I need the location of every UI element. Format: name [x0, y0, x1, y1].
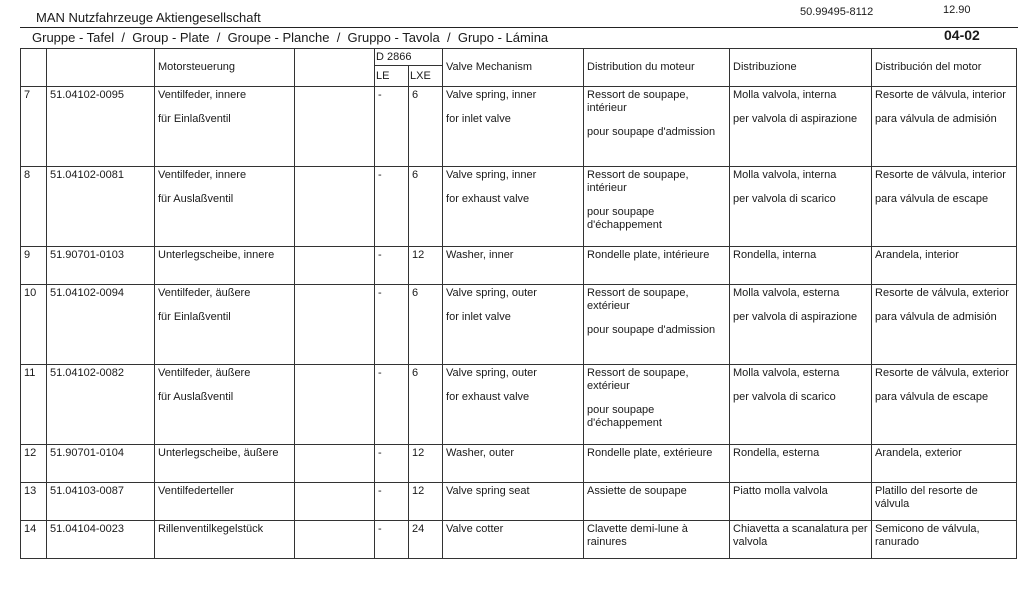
le-cell-text: -	[378, 485, 382, 497]
italian-cell	[730, 247, 872, 285]
italian-cell	[730, 483, 872, 521]
german-cell-text: Unterlegscheibe, innere	[158, 249, 275, 261]
table-row	[21, 247, 1017, 285]
italian-cell-text: Piatto molla valvola	[733, 485, 828, 497]
le-cell-text: -	[378, 523, 382, 535]
pos-cell: 9	[21, 247, 47, 285]
part-number-header	[47, 49, 155, 87]
header-divider	[20, 27, 1018, 28]
le-cell-text: -	[378, 169, 382, 181]
lxe-cell-text: 12	[412, 447, 425, 459]
table-row	[21, 87, 1017, 167]
document-number: 50.99495-8112	[800, 6, 874, 18]
english-cell-text: Valve cotter	[446, 523, 504, 535]
lxe-cell	[409, 365, 443, 445]
spanish-header: Distribución del motor	[872, 49, 1017, 87]
french-cell	[584, 247, 730, 285]
blank-cell	[295, 247, 375, 285]
french-cell-text: Ressort de soupape, extérieur	[587, 367, 689, 392]
part-number-cell-text: 51.90701-0103	[50, 249, 125, 261]
german-cell	[155, 483, 295, 521]
spanish-cell	[872, 365, 1017, 445]
english-cell-text: Valve spring, outer	[446, 287, 537, 299]
german-cell	[155, 445, 295, 483]
italian-cell	[730, 445, 872, 483]
le-cell	[375, 167, 409, 247]
part-number-cell-text: 51.04102-0082	[50, 367, 125, 379]
german-cell-note: für Einlaßventil	[158, 311, 231, 323]
french-cell-text: Clavette demi-lune à rainures	[587, 523, 688, 548]
italian-header: Distribuzione	[730, 49, 872, 87]
french-cell-text: Ressort de soupape, intérieur	[587, 89, 689, 114]
le-cell-text: -	[378, 367, 382, 379]
english-cell	[443, 483, 584, 521]
part-number-cell	[47, 445, 155, 483]
part-number-cell	[47, 167, 155, 247]
pos-cell: 12	[21, 445, 47, 483]
lxe-cell	[409, 521, 443, 559]
spanish-cell-text: Resorte de válvula, interior	[875, 89, 1006, 101]
french-cell-note: pour soupape d'échappement	[587, 404, 662, 429]
german-cell-note: für Einlaßventil	[158, 113, 231, 125]
le-cell-text: -	[378, 89, 382, 101]
french-cell-text: Rondelle plate, extérieure	[587, 447, 713, 459]
pos-cell: 7	[21, 87, 47, 167]
german-cell-text: Ventilfeder, äußere	[158, 287, 251, 299]
italian-cell	[730, 365, 872, 445]
german-cell-text: Unterlegscheibe, äußere	[158, 447, 279, 459]
german-cell	[155, 365, 295, 445]
le-cell	[375, 445, 409, 483]
lxe-cell-text: 6	[412, 367, 419, 379]
english-cell	[443, 285, 584, 365]
italian-cell-note: per valvola di aspirazione	[733, 113, 858, 125]
french-cell	[584, 365, 730, 445]
lxe-cell	[409, 87, 443, 167]
spanish-cell	[872, 167, 1017, 247]
german-cell-text: Ventilfeder, innere	[158, 89, 247, 101]
english-cell-text: Valve spring, outer	[446, 367, 537, 379]
french-cell-text: Rondelle plate, intérieure	[587, 249, 710, 261]
spanish-cell-text: Resorte de válvula, exterior	[875, 287, 1009, 299]
english-cell	[443, 87, 584, 167]
table-row	[21, 521, 1017, 559]
lxe-cell-text: 6	[412, 169, 419, 181]
french-cell-text: Assiette de soupape	[587, 485, 687, 497]
italian-cell-text: Rondella, interna	[733, 249, 817, 261]
lxe-cell	[409, 167, 443, 247]
spanish-cell-text: Arandela, exterior	[875, 447, 962, 459]
part-number-cell-text: 51.04102-0094	[50, 287, 125, 299]
spanish-cell-note: para válvula de admisión	[875, 113, 997, 125]
english-cell	[443, 167, 584, 247]
lxe-cell-text: 24	[412, 523, 425, 535]
part-number-cell-text: 51.04102-0095	[50, 89, 125, 101]
le-cell-text: -	[378, 249, 382, 261]
italian-cell-text: Chiavetta a scanalatura per valvola	[733, 523, 868, 548]
spanish-cell	[872, 285, 1017, 365]
french-cell-text: Ressort de soupape, extérieur	[587, 287, 689, 312]
spanish-cell-note: para válvula de admisión	[875, 311, 997, 323]
french-cell	[584, 445, 730, 483]
spanish-cell-text: Resorte de válvula, exterior	[875, 367, 1009, 379]
lxe-header: LXE	[409, 66, 443, 87]
pos-header	[21, 49, 47, 87]
italian-cell	[730, 521, 872, 559]
pos-cell: 14	[21, 521, 47, 559]
english-cell-text: Washer, inner	[446, 249, 514, 261]
italian-cell-text: Rondella, esterna	[733, 447, 820, 459]
parts-table	[20, 48, 1017, 559]
english-cell-text: Valve spring seat	[446, 485, 530, 497]
table-row	[21, 167, 1017, 247]
italian-cell	[730, 167, 872, 247]
blank-cell	[295, 445, 375, 483]
part-number-cell	[47, 87, 155, 167]
group-plate-label: Gruppe - Tafel / Group - Plate / Groupe - Planche / Gruppo - Tavola / Grupo - Lámina	[32, 30, 549, 45]
spanish-cell-note: para válvula de escape	[875, 193, 989, 205]
le-cell	[375, 247, 409, 285]
spanish-cell-text: Resorte de válvula, interior	[875, 169, 1006, 181]
engine-header: D 2866	[375, 49, 443, 66]
english-cell	[443, 521, 584, 559]
le-cell	[375, 365, 409, 445]
spanish-cell-text: Semicono de válvula, ranurado	[875, 523, 980, 548]
blank-cell	[295, 521, 375, 559]
english-cell-text: Valve spring, inner	[446, 89, 537, 101]
le-cell	[375, 87, 409, 167]
blank-cell	[295, 167, 375, 247]
french-cell-note: pour soupape d'admission	[587, 126, 716, 138]
blank-cell	[295, 285, 375, 365]
lxe-cell	[409, 445, 443, 483]
english-cell-note: for inlet valve	[446, 113, 511, 125]
german-cell-text: Ventilfederteller	[158, 485, 234, 497]
english-cell-note: for exhaust valve	[446, 391, 530, 403]
page-code: 04-02	[944, 27, 980, 43]
german-cell-text: Ventilfeder, innere	[158, 169, 247, 181]
spanish-cell-text: Arandela, interior	[875, 249, 959, 261]
german-cell	[155, 521, 295, 559]
le-cell-text: -	[378, 447, 382, 459]
lxe-cell-text: 12	[412, 485, 425, 497]
english-cell-note: for exhaust valve	[446, 193, 530, 205]
table-row	[21, 365, 1017, 445]
pos-cell: 13	[21, 483, 47, 521]
english-cell-text: Washer, outer	[446, 447, 515, 459]
french-cell	[584, 87, 730, 167]
italian-cell	[730, 285, 872, 365]
lxe-cell	[409, 285, 443, 365]
english-cell-text: Valve spring, inner	[446, 169, 537, 181]
part-number-cell-text: 51.04104-0023	[50, 523, 125, 535]
lxe-cell-text: 12	[412, 249, 425, 261]
english-header: Valve Mechanism	[443, 49, 584, 87]
pos-cell: 8	[21, 167, 47, 247]
spanish-cell	[872, 247, 1017, 285]
le-cell	[375, 521, 409, 559]
lxe-cell-text: 6	[412, 89, 419, 101]
italian-cell-note: per valvola di aspirazione	[733, 311, 858, 323]
italian-cell-text: Molla valvola, esterna	[733, 287, 840, 299]
part-number-cell	[47, 483, 155, 521]
french-header: Distribution du moteur	[584, 49, 730, 87]
german-header: Motorsteuerung	[155, 49, 295, 87]
le-cell-text: -	[378, 287, 382, 299]
german-cell-note: für Auslaßventil	[158, 193, 234, 205]
le-cell	[375, 483, 409, 521]
lxe-cell	[409, 247, 443, 285]
spanish-cell	[872, 87, 1017, 167]
english-cell	[443, 365, 584, 445]
part-number-cell	[47, 247, 155, 285]
blank-cell	[295, 365, 375, 445]
blank-cell	[295, 483, 375, 521]
part-number-cell	[47, 285, 155, 365]
lxe-cell	[409, 483, 443, 521]
blank-header	[295, 49, 375, 87]
french-cell	[584, 167, 730, 247]
german-cell	[155, 167, 295, 247]
german-cell	[155, 247, 295, 285]
part-number-cell-text: 51.90701-0104	[50, 447, 125, 459]
table-row	[21, 445, 1017, 483]
italian-cell-text: Molla valvola, esterna	[733, 367, 840, 379]
table-row	[21, 483, 1017, 521]
french-cell-note: pour soupape d'échappement	[587, 206, 662, 231]
spanish-cell	[872, 445, 1017, 483]
french-cell-note: pour soupape d'admission	[587, 324, 716, 336]
pos-cell: 11	[21, 365, 47, 445]
english-cell	[443, 445, 584, 483]
company-name: MAN Nutzfahrzeuge Aktiengesellschaft	[36, 10, 261, 25]
german-cell-text: Ventilfeder, äußere	[158, 367, 251, 379]
spanish-cell-note: para válvula de escape	[875, 391, 989, 403]
spanish-cell-text: Platillo del resorte de válvula	[875, 485, 978, 510]
part-number-cell-text: 51.04103-0087	[50, 485, 125, 497]
german-cell-text: Rillenventilkegelstück	[158, 523, 264, 535]
english-cell	[443, 247, 584, 285]
spanish-cell	[872, 483, 1017, 521]
pos-cell: 10	[21, 285, 47, 365]
french-cell	[584, 483, 730, 521]
lxe-cell-text: 6	[412, 287, 419, 299]
german-cell-note: für Auslaßventil	[158, 391, 234, 403]
italian-cell-note: per valvola di scarico	[733, 391, 836, 403]
english-cell-note: for inlet valve	[446, 311, 511, 323]
le-header: LE	[375, 66, 409, 87]
part-number-cell	[47, 365, 155, 445]
italian-cell-text: Molla valvola, interna	[733, 89, 837, 101]
part-number-cell	[47, 521, 155, 559]
document-date: 12.90	[943, 4, 971, 16]
italian-cell-text: Molla valvola, interna	[733, 169, 837, 181]
italian-cell-note: per valvola di scarico	[733, 193, 836, 205]
spanish-cell	[872, 521, 1017, 559]
table-row	[21, 285, 1017, 365]
french-cell-text: Ressort de soupape, intérieur	[587, 169, 689, 194]
german-cell	[155, 87, 295, 167]
french-cell	[584, 521, 730, 559]
italian-cell	[730, 87, 872, 167]
german-cell	[155, 285, 295, 365]
french-cell	[584, 285, 730, 365]
le-cell	[375, 285, 409, 365]
blank-cell	[295, 87, 375, 167]
part-number-cell-text: 51.04102-0081	[50, 169, 125, 181]
